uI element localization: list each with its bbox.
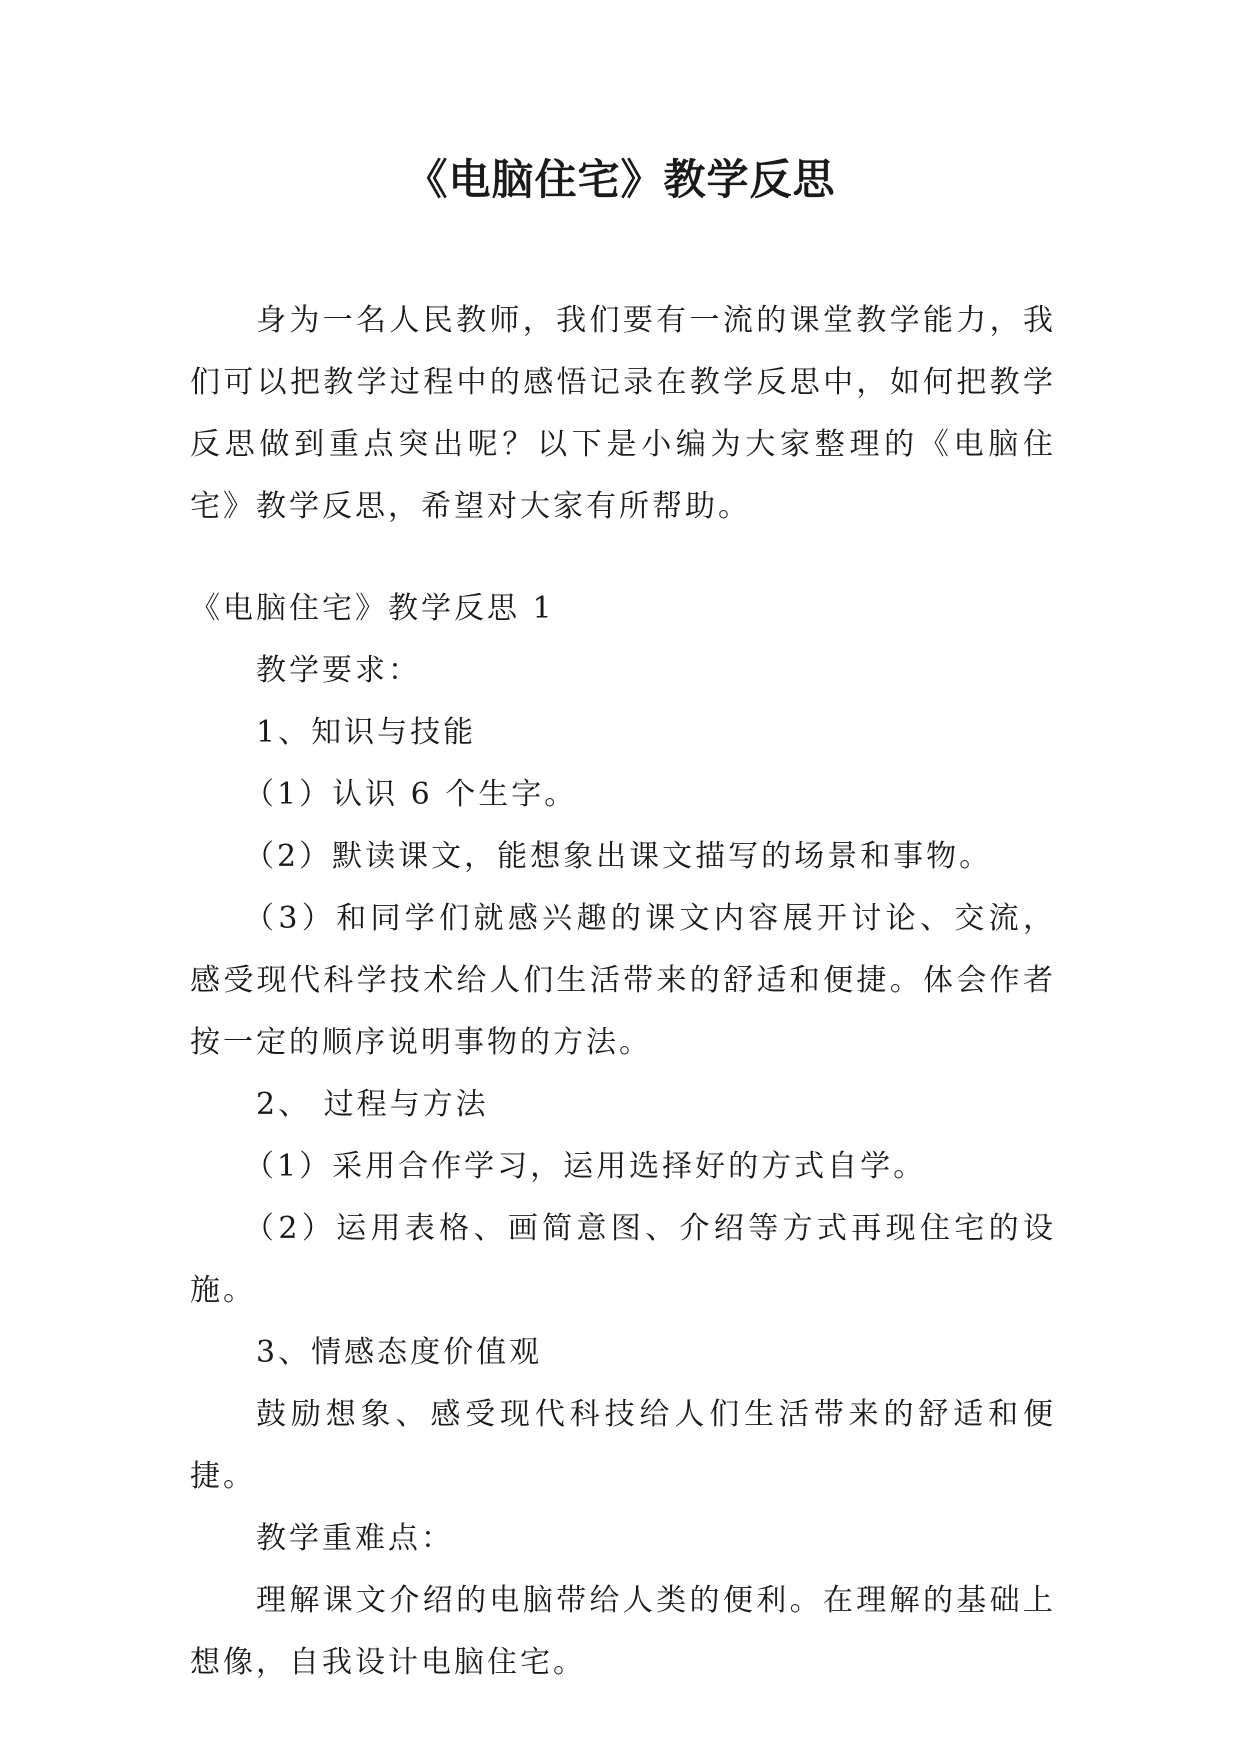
item-2-2: （2）运用表格、画简意图、介绍等方式再现住宅的设施。 (190, 1211, 1056, 1308)
intro-paragraph: 身为一名人民教师，我们要有一流的课堂教学能力，我们可以把教学过程中的感悟记录在教学反思中，如何把教学反思做到重点突出呢？以下是小编为大家整理的《电脑住宅》教学反思，希望对大家有所帮助。 (190, 303, 1056, 524)
item-1-2: （2）默读课文，能想象出课文描写的场景和事物。 (244, 839, 993, 874)
item-1-1: （1）认识 6 个生字。 (244, 777, 578, 812)
item-knowledge-skills: 1、知识与技能 (256, 715, 477, 750)
section-heading: 《电脑住宅》教学反思 1 (190, 591, 555, 626)
item-process-method: 2、 过程与方法 (256, 1087, 489, 1122)
difficulty-text: 理解课文介绍的电脑带给人类的便利。在理解的基础上想像，自我设计电脑住宅。 (190, 1583, 1056, 1680)
document-content (190, 578, 1056, 1694)
item-3-text: 鼓励想象、感受现代科技给人们生活带来的舒适和便捷。 (190, 1397, 1056, 1494)
item-1-3: （3）和同学们就感兴趣的课文内容展开讨论、交流，感受现代科学技术给人们生活带来的舒适和便捷。体会作者按一定的顺序说明事物的方法。 (190, 901, 1056, 1060)
document-title: 《电脑住宅》教学反思 (405, 155, 836, 204)
item-2-1: （1）采用合作学习，运用选择好的方式自学。 (244, 1149, 927, 1184)
difficulty-label: 教学重难点： (256, 1521, 454, 1556)
requirements-label: 教学要求： (256, 653, 421, 688)
item-emotion-values: 3、情感态度价值观 (256, 1335, 543, 1370)
